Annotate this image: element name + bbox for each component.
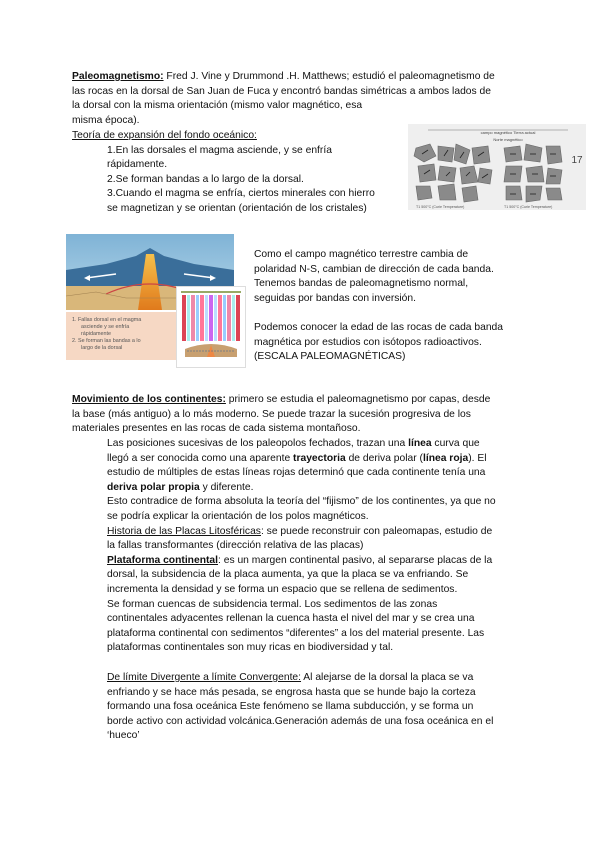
- paleopoles-l2b: trayectoria: [293, 452, 346, 464]
- polarity-line-1: Como el campo magnético terrestre cambia de: [254, 249, 469, 260]
- ridge-legend-line-5: largo de la dorsal: [81, 345, 123, 351]
- paleopoles-line-4: [107, 481, 543, 496]
- figure-caption-left: T1 500°C (Curie Temperature): [416, 205, 465, 209]
- platform-line-2: dorsal, la subsidencia de la placa aumenta, ya que la placa se va enfriando. Se: [107, 569, 469, 581]
- paleomagnetism-heading: Paleomagnetismo:: [72, 71, 164, 82]
- crystal-orientation-figure: [408, 124, 586, 210]
- theory-item-3b: se magnetizan y se orientan (orientación de los cristales): [107, 202, 367, 214]
- paleopoles-line-1: [107, 437, 543, 452]
- theory-item-3a: 3.Cuando el magma se enfría, ciertos minerales con hierro: [107, 188, 375, 200]
- platform-line-6: plataforma continental con sedimentos “diferentes” a los del material presente. Las: [107, 627, 485, 639]
- ridge-legend-line-4: 2. Se forman las bandas a lo: [72, 338, 141, 344]
- paleopoles-line-3: estudio de múltiples de estas líneas rojas determinó que cada continente tenía una: [107, 467, 486, 479]
- age-text-block: [254, 321, 544, 365]
- movement-paragraph: [72, 393, 542, 437]
- platform-title: Plataforma continental: [107, 554, 218, 566]
- polarity-line-4: seguidas por bandas con inversión.: [254, 292, 416, 304]
- history-title: Historia de las Placas Litosféricas: [107, 525, 261, 537]
- movement-line-3: materiales presentes en las rocas de cada sistema montañoso.: [72, 423, 361, 435]
- movement-line-2: la base (más antiguo) a lo más moderno. Se puede trazar la sucesión progresiva de los: [72, 408, 471, 420]
- paleopoles-l1b: línea: [408, 438, 432, 449]
- paleopoles-line-2: [107, 452, 543, 467]
- age-line-3: (ESCALA PALEOMAGNÉTICAS): [254, 351, 406, 363]
- paleopoles-l2c: de deriva polar (: [345, 452, 423, 464]
- ridge-legend-line-1: 1. Fallas dorsal en el magma: [72, 317, 142, 323]
- paleomagnetism-line-3: la dorsal con la misma orientación (mismo valor magnético, esa: [72, 100, 363, 112]
- theory-item-1b: rápidamente.: [107, 159, 168, 171]
- paleomagnetism-paragraph: [72, 70, 532, 128]
- history-line-2: la fallas transformantes (dirección relativa de las placas): [107, 540, 364, 552]
- divergent-line1-text: Al alejarse de la dorsal la placa se va: [301, 672, 474, 683]
- paleopoles-l1c: curva que: [431, 438, 480, 449]
- theory-item-1a: 1.En las dorsales el magma asciende, y se enfría: [107, 144, 332, 156]
- paleomagnetism-line-1: [72, 70, 532, 85]
- theory-list: [72, 144, 412, 217]
- paleomagnetism-line1-text: Fred J. Vine y Drummond .H. Matthews; estudió el paleomagnetismo de: [163, 71, 495, 82]
- magnetic-stripes-svg: [177, 287, 245, 367]
- ridge-legend-line-2: asciende y se enfría: [81, 324, 130, 330]
- theory-title: Teoría de expansión del fondo oceánico:: [72, 130, 257, 141]
- magnetic-stripes-figure: [176, 286, 246, 368]
- theory-section: [72, 129, 412, 217]
- figure-caption-top-1: campo magnético Tierra actual: [480, 130, 536, 135]
- history-line1-text: : se puede reconstruir con paleomapas, estudio de: [260, 525, 493, 537]
- age-line-1: Podemos conocer la edad de las rocas de cada banda: [254, 322, 504, 333]
- paleopoles-line-6: se podría explicar la orientación de los polos magnéticos.: [107, 510, 369, 522]
- paleomagnetism-line-2: las rocas en la dorsal de San Juan de Fuca y encontró bandas simétricas a ambos lados de: [72, 85, 491, 97]
- paleopoles-line-5: Esto contradice de forma absoluta la teoría del “fijismo” de los continentes, ya que no: [107, 496, 496, 508]
- history-line-1: [107, 525, 543, 540]
- paleopoles-l2a: llegó a ser conocida como una aparente: [107, 452, 294, 464]
- paleopoles-l4b: y diferente.: [199, 481, 254, 493]
- indented-section: [107, 437, 543, 656]
- figure-caption-right: T1 500°C (Curie Temperature): [504, 205, 553, 209]
- crystal-orientation-svg: [408, 124, 586, 210]
- figure-caption-top-2: Norte magnético: [493, 137, 523, 142]
- platform-line-3: incrementa la densidad y se forma un espacio que se rellena de sedimentos.: [107, 583, 458, 595]
- divergent-line-2: enfriando y se hace más pesada, se engrosa hasta que se hunde bajo la corteza: [107, 686, 476, 698]
- polarity-line-2: polaridad N-S, cambian de dirección de cada banda.: [254, 263, 494, 275]
- movement-line-1: [72, 393, 542, 408]
- page-number: 17: [571, 155, 583, 166]
- ridge-legend-box: [66, 312, 176, 360]
- divergent-line-3: formando una fosa oceánica Este fenómeno se llama subducción, y se forma un: [107, 701, 474, 713]
- divergent-title: De límite Divergente a límite Convergente:: [107, 672, 302, 683]
- ridge-legend-line-3: rápidamente: [81, 331, 111, 337]
- platform-line1-text: : es un margen continental pasivo, al separarse placas de la: [218, 554, 493, 566]
- platform-line-4: Se forman cuencas de subsidencia termal. Los sedimentos de las zonas: [107, 598, 438, 610]
- polarity-text-block: [254, 248, 544, 306]
- ridge-legend: [66, 312, 176, 357]
- age-line-2: magnética por estudios con isótopos radioactivos.: [254, 336, 482, 348]
- divergent-line-4: borde activo con actividad volcánica.Generación además de una fosa oceánica en el: [107, 715, 494, 727]
- platform-line-5: continentales adyacentes rellenan la cuenca hasta el nivel del mar y se crea una: [107, 613, 475, 625]
- paleomagnetism-line-4: misma época).: [72, 114, 140, 126]
- paleopoles-l2e: ). El: [468, 452, 487, 464]
- divergent-line-5: ‘hueco’: [107, 730, 140, 742]
- theory-item-2: 2.Se forman bandas a lo largo de la dorsal.: [107, 173, 304, 185]
- paleopoles-l2d: línea roja: [422, 452, 469, 464]
- platform-line-7: plataformas continentales son muy ricas en biodiversidad y tal.: [107, 642, 394, 654]
- paleopoles-l4a: deriva polar propia: [107, 481, 200, 493]
- paleopoles-l1a: Las posiciones sucesivas de los paleopolos fechados, trazan una: [107, 438, 409, 449]
- movement-line1-text: primero se estudia el paleomagnetismo por capas, desde: [225, 394, 491, 405]
- platform-line-1: [107, 554, 543, 569]
- divergent-section: [107, 671, 543, 744]
- divergent-line-1: [107, 671, 543, 686]
- movement-heading: Movimiento de los continentes:: [72, 394, 226, 405]
- polarity-line-3: Tenemos bandas de paleomagnetismo normal,: [254, 278, 469, 290]
